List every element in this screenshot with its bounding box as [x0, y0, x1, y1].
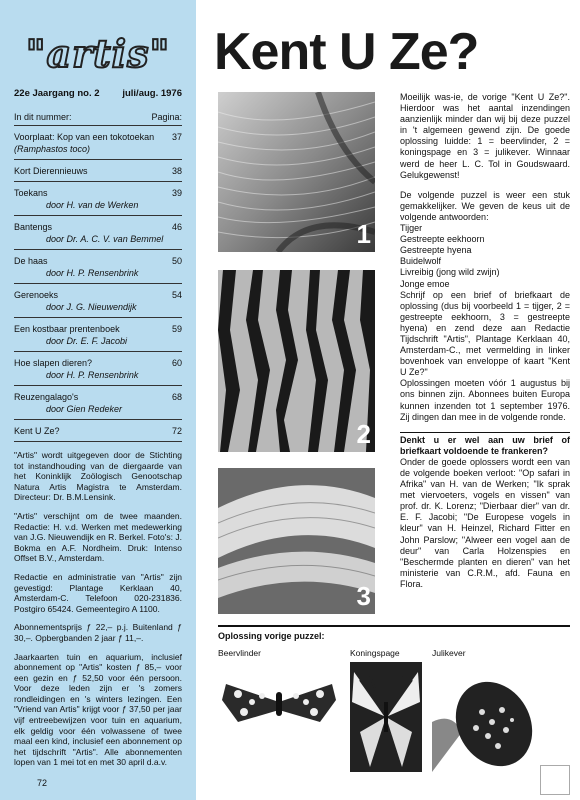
artis-logo: "artis"	[25, 31, 171, 76]
answer-option: Livreibig (jong wild zwijn)	[400, 267, 500, 278]
toc-author: door H. P. Rensenbrink	[46, 268, 139, 278]
colophon-paragraph: Redactie en administratie van "Artis" zijn gevestigd: Plantage Kerklaan 40, Amsterdam-C. Telefoon 020-231836. Postgiro 65424. Gemeentegiro A 1100.	[14, 571, 182, 614]
photo-number-1: 1	[356, 219, 371, 249]
page-title: Kent U Ze?	[214, 23, 479, 81]
solution-divider	[218, 625, 570, 627]
fur-texture-image	[218, 92, 375, 252]
toc-title-text: Gerenoeks	[14, 290, 59, 300]
toc-title-text: Toekans	[14, 188, 48, 198]
toc-title-text: Een kostbaar prentenboek	[14, 324, 120, 334]
toc-item-title	[14, 357, 142, 381]
toc-title-text: Kent U Ze?	[14, 426, 60, 436]
watermark-stamp	[540, 765, 570, 795]
toc-item[interactable]	[14, 182, 182, 216]
colophon-paragraph: Jaarkaarten tuin en aquarium, inclusief abonnement op "Artis" kosten ƒ 85,– voor een gezin en ƒ 52,50 voor één persoon. Voor deze leden zijn er 's zomers rondleidingen en 's winters lezingen. Een "Vriend van Artis" krijgt voor ƒ 37,50 per jaar vijf entreebewijzen voor tuin en aquarium, elk geldig voor één volwassene of twee maal een kind, inclusief een abonnement op het tijdschrift "Artis". Alle abonnementen lopen van 1 mei tot en met 30 april d.a.v.	[14, 651, 182, 768]
answer-option: Gestreepte hyena	[400, 245, 472, 256]
toc-label: In dit nummer:	[14, 112, 72, 122]
photo-number-2: 2	[356, 419, 371, 449]
issue-date: juli/aug. 1976	[122, 88, 182, 99]
toc-item-title	[14, 131, 172, 155]
paragraph-previous-result: Moeilijk was-ie, de vorige "Kent U Ze?". Hierdoor was het aantal inzendingen aanzienlijk minder dan wij bij deze puzzel in 't algemeen gewend zijn. De goede oplossing luidde: 1 = beervlinder, 2 = koningspage en 3 = julikever. Winnaar werd de heer L. C. Tol in Goudswaard. Gelukgewenst!	[400, 92, 570, 180]
toc-title-text: Bantengs	[14, 222, 53, 232]
toc-header	[14, 112, 182, 126]
colophon-paragraph: "Artis" wordt uitgegeven door de Stichting tot instandhouding van de diergaarde van het Koninklijk Zoölogisch Genootschap Natura Artis Magistra te Amsterdam. Directeur: Dr. B.M.Lensink.	[14, 450, 182, 503]
toc-item[interactable]	[14, 160, 182, 182]
toc-item-title	[14, 187, 142, 211]
puzzle-photo-3	[218, 468, 375, 614]
swallowtail-image	[350, 662, 422, 777]
beetle-image	[432, 662, 544, 777]
toc-page-number: 72	[171, 426, 182, 436]
toc-title-text: De haas	[14, 256, 48, 266]
divider	[400, 432, 570, 433]
toc-item[interactable]	[14, 352, 182, 386]
toc-item-title	[14, 221, 167, 245]
toc-author: door Dr. E. F. Jacobi	[46, 336, 128, 346]
toc-page-number: 50	[171, 256, 182, 266]
toc-title-text: Hoe slapen dieren?	[14, 358, 93, 368]
toc-author: door H. van de Werken	[46, 200, 139, 210]
toc-author: door Gien Redeker	[46, 404, 123, 414]
toc-item-title	[14, 165, 92, 177]
toc-item[interactable]	[14, 420, 182, 442]
toc-item[interactable]	[14, 386, 182, 420]
paragraph-prizes: Onder de goede oplossers wordt een van de volgende boeken verloot: "Op safari in Afrika" van H. van de Werken; "Ik sprak met viervoeters, vogels en vissen" van prof. dr. K. Lorenz; "Dierbaar dier" van dr. E. F. Jacobi; "De Europese vogels in kleur" van H. Heinzel, Richard Fitter en John Parslow; "Alweer een vogel aan de deur" van Carla Holzenspies en "Beschermde planten en dieren" van het ministerie van C.R.M., afd. Fauna en Flora.	[400, 456, 570, 589]
toc-page-number: 68	[171, 392, 182, 402]
paragraph-new-puzzle: De volgende puzzel is weer een stuk gemakkelijker. We geven de keus uit de volgende antwoorden:	[400, 189, 570, 222]
toc-page-number: 59	[171, 324, 182, 334]
puzzle-photo-2	[218, 270, 375, 452]
toc-item[interactable]	[14, 216, 182, 250]
paragraph-deadline: Oplossingen moeten vóór 1 augustus bij ons binnen zijn. Abonnees buiten Europa kunnen inzenden tot 1 september 1976. Zij dingen dan mee in de volgende ronde.	[400, 378, 570, 422]
toc-title-text: Kort Dierennieuws	[14, 166, 88, 176]
toc-item-title	[14, 425, 64, 437]
solution-label-2: Koningspage	[350, 648, 400, 658]
toc-item-title	[14, 255, 142, 279]
toc-title-text: Reuzengalago's	[14, 392, 79, 402]
toc-page-number: 38	[171, 166, 182, 176]
curved-fur-image	[218, 468, 375, 614]
issue-line	[14, 88, 182, 99]
answer-option: Tijger	[400, 223, 423, 234]
toc-author: door H. P. Rensenbrink	[46, 370, 139, 380]
paragraph-instructions: Schrijf op een brief of briefkaart de oplossing (dus bij voorbeeld 1 = tijger, 2 = gestreepte eekhoorn, 3 = gestreepte hyena) en zend deze aan Redactie Tijdschrift "Artis", Plantage Kerklaan 40, Amsterdam-C., met vermelding in linker bovenhoek van enveloppe of kaart "Kent U Ze?"	[400, 289, 570, 378]
page-number: 72	[37, 778, 48, 788]
toc-item[interactable]	[14, 318, 182, 352]
puzzle-photo-1	[218, 92, 375, 252]
toc-page-number: 39	[171, 188, 182, 198]
moth-image	[218, 662, 340, 747]
solution-label-3: Julikever	[432, 648, 466, 658]
photo-number-3: 3	[356, 581, 371, 611]
table-of-contents	[14, 126, 182, 442]
toc-item-title	[14, 323, 131, 347]
colophon-paragraph: Abonnementsprijs ƒ 22,– p.j. Buitenland ƒ 30,–. Opbergbanden 2 jaar ƒ 11,–.	[14, 622, 182, 643]
toc-page-number: 46	[171, 222, 182, 232]
toc-scientific-name: (Ramphastos toco)	[14, 144, 91, 154]
answer-option: Buidelwolf	[400, 256, 442, 267]
toc-item-title	[14, 289, 141, 313]
toc-item[interactable]	[14, 284, 182, 318]
postage-reminder: Denkt u er wel aan uw brief of briefkaart voldoende te frankeren?	[400, 434, 570, 456]
answer-options	[400, 223, 570, 290]
toc-item[interactable]	[14, 250, 182, 284]
issue-number: 22e Jaargang no. 2	[14, 88, 100, 99]
answer-option: Gestreepte eekhoorn	[400, 234, 485, 245]
sidebar	[0, 0, 196, 800]
solution-title: Oplossing vorige puzzel:	[218, 631, 325, 641]
toc-page-number: 54	[171, 290, 182, 300]
answer-option: Jonge emoe	[400, 278, 450, 289]
solution-label-1: Beervlinder	[218, 648, 261, 658]
toc-title-text: Voorplaat: Kop van een tokotoekan	[14, 132, 155, 142]
stripe-texture-image	[218, 270, 375, 452]
colophon	[14, 450, 182, 768]
toc-page-number: 37	[171, 132, 182, 142]
toc-author: door J. G. Nieuwendijk	[46, 302, 137, 312]
article-text	[400, 92, 570, 599]
toc-item[interactable]	[14, 126, 182, 160]
toc-item-title	[14, 391, 126, 415]
toc-author: door Dr. A. C. V. van Bemmel	[46, 234, 164, 244]
colophon-paragraph: "Artis" verschijnt om de twee maanden. Redactie: H. v.d. Werken met medewerking van J.G. Nieuwendijk en R. Berkel. Foto's: J. Bokma en A.F. Nordheim. Druk: Intenso Offset B.V., Amsterdam.	[14, 510, 182, 564]
toc-page-number: 60	[171, 358, 182, 368]
toc-page-label: Pagina:	[151, 112, 182, 122]
